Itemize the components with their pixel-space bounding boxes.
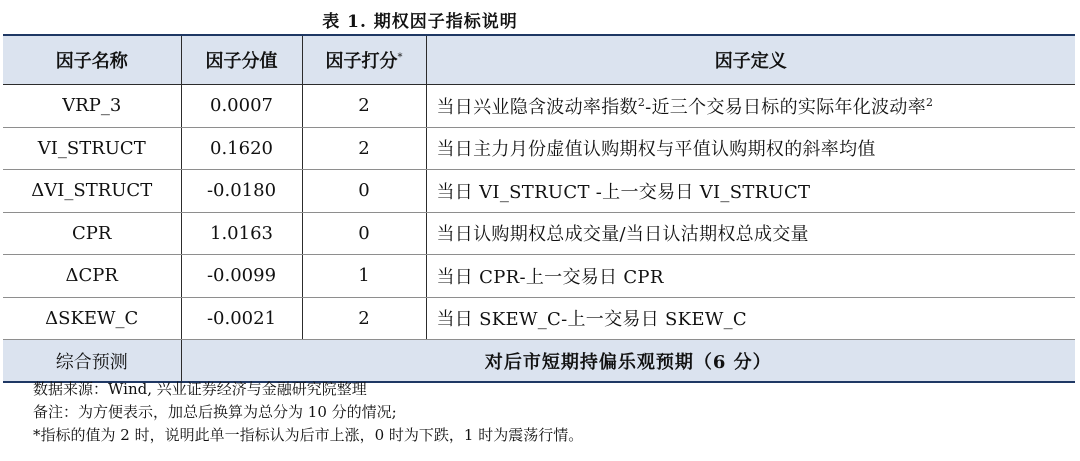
factor-definition-cell: 当日 VI_STRUCT -上一交易日 VI_STRUCT <box>426 170 1075 213</box>
table-row <box>3 85 1075 128</box>
factor-name-cell: VI_STRUCT <box>3 127 181 170</box>
factor-name-cell: CPR <box>3 212 181 255</box>
factor-score-cell: 2 <box>302 85 426 128</box>
table-row <box>3 255 1075 298</box>
factor-value-cell: 0.1620 <box>181 127 302 170</box>
factor-name-cell: ΔCPR <box>3 255 181 298</box>
definition-text: 当日兴业隐含波动率指数 <box>436 96 638 118</box>
table-notes <box>33 378 583 447</box>
table-row <box>3 127 1075 170</box>
factor-definition-cell: 当日主力月份虚值认购期权与平值认购期权的斜率均值 <box>426 127 1075 170</box>
data-source-note: 数据来源：Wind, 兴业证券经济与金融研究院整理 <box>33 380 367 398</box>
header-factor-score-label: 因子打分 <box>325 51 398 72</box>
factor-definition-cell: 当日认购期权总成交量/当日认沽期权总成交量 <box>426 212 1075 255</box>
factor-value-cell: 0.0007 <box>181 85 302 128</box>
factor-definition-cell <box>426 85 1075 128</box>
factor-score-cell: 2 <box>302 127 426 170</box>
definition-footnote-mark: 2 <box>926 95 934 109</box>
header-factor-value: 因子分值 <box>181 35 302 85</box>
remark-note: 备注：为方便表示，加总后换算为总分为 10 分的情况; <box>33 403 397 421</box>
factor-value-cell: -0.0099 <box>181 255 302 298</box>
definition-text: -近三个交易日标的实际年化波动率 <box>645 96 927 118</box>
factor-value-cell: -0.0180 <box>181 170 302 213</box>
factor-score-cell: 2 <box>302 297 426 340</box>
factor-definition-cell: 当日 CPR-上一交易日 CPR <box>426 255 1075 298</box>
table-header-row <box>3 35 1075 85</box>
table-row <box>3 212 1075 255</box>
summary-label: 综合预测 <box>3 340 181 383</box>
factor-name-cell: VRP_3 <box>3 85 181 128</box>
score-footnote: *指标的值为 2 时，说明此单一指标认为后市上涨，0 时为下跌，1 时为震荡行情。 <box>33 426 584 444</box>
table-row <box>3 170 1075 213</box>
header-factor-score <box>302 35 426 85</box>
option-factor-table <box>3 34 1075 383</box>
factor-definition-cell: 当日 SKEW_C-上一交易日 SKEW_C <box>426 297 1075 340</box>
summary-value: 对后市短期持偏乐观预期（6 分） <box>181 340 1075 383</box>
factor-score-cell: 1 <box>302 255 426 298</box>
factor-score-cell: 0 <box>302 212 426 255</box>
table-row <box>3 297 1075 340</box>
header-factor-name: 因子名称 <box>3 35 181 85</box>
factor-score-cell: 0 <box>302 170 426 213</box>
factor-value-cell: -0.0021 <box>181 297 302 340</box>
summary-row <box>3 340 1075 383</box>
header-factor-definition: 因子定义 <box>426 35 1075 85</box>
definition-footnote-mark: 2 <box>637 95 646 109</box>
factor-value-cell: 1.0163 <box>181 212 302 255</box>
factor-name-cell: ΔVI_STRUCT <box>3 170 181 213</box>
table-caption: 表 1. 期权因子指标说明 <box>322 12 518 32</box>
factor-name-cell: ΔSKEW_C <box>3 297 181 340</box>
header-score-footnote-mark: * <box>397 52 403 63</box>
